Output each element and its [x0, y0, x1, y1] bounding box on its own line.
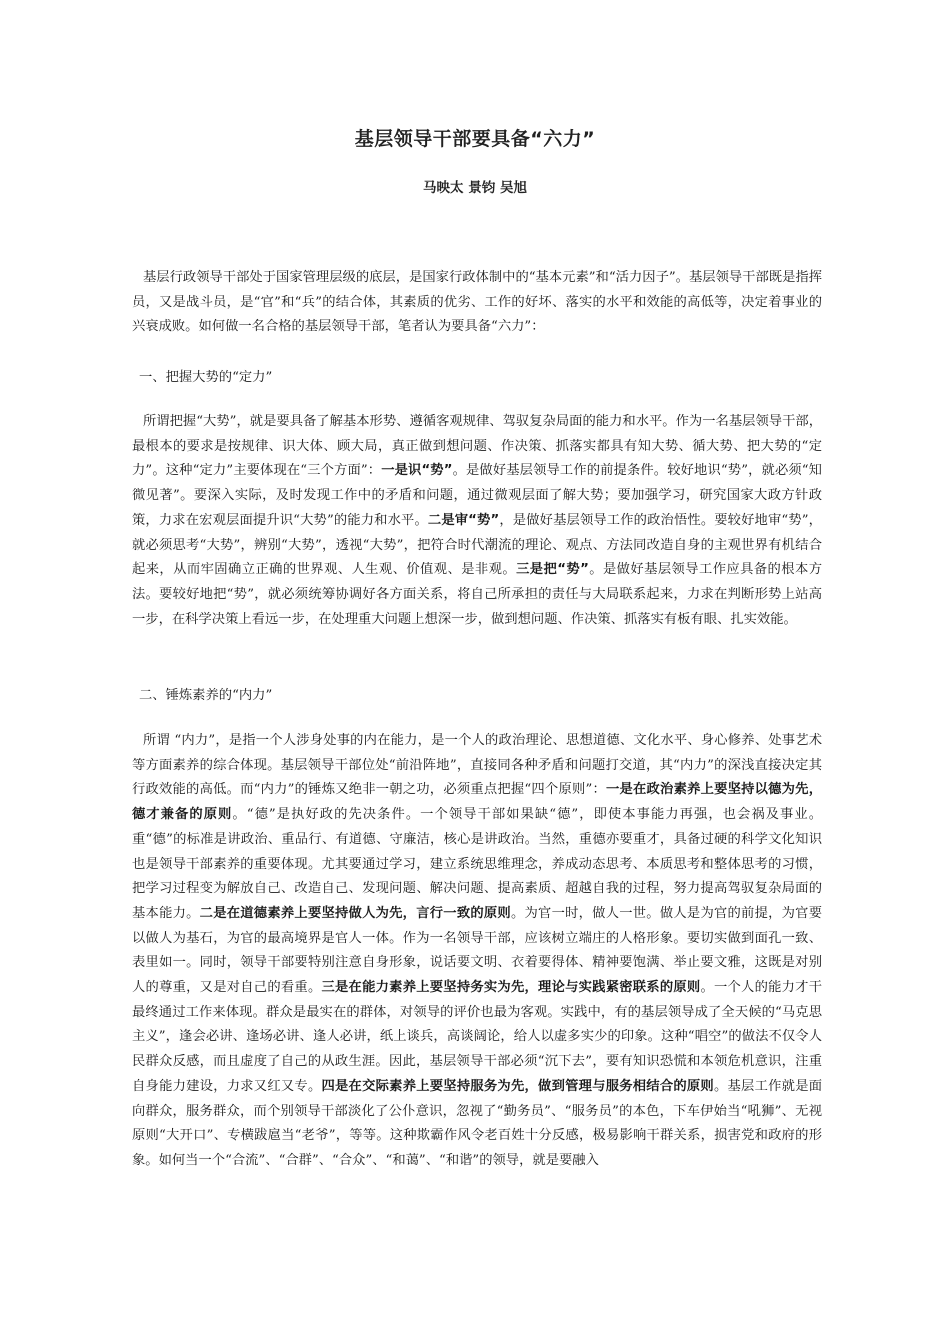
section-2-paragraph — [132, 729, 822, 1174]
intro-paragraph — [132, 266, 822, 340]
intro-text: 基层行政领导干部处于国家管理层级的底层，是国家行政体制中的“基本元素”和“活力因子”。基层领导干部既是指挥员，又是战斗员，是“官”和“兵”的结合体，其素质的优劣、工作的好坏、落实的水平和效能的高低等，决定着事业的兴衰成败。如何做一名合格的基层领导干部，笔者认为要具备“六力”： — [132, 270, 822, 335]
section-1-bold-2: 二是审“势” — [427, 512, 500, 528]
section-2-bold-3: 三是在能力素养上要坚持务实为先，理论与实践紧密联系的原则 — [321, 980, 701, 996]
article-title: 基层领导干部要具备“六力” — [354, 128, 596, 150]
section-heading-1: 一、把握大势的“定力” — [139, 370, 273, 385]
section-2-text — [132, 729, 822, 1174]
section-2-text-c: 。为官一时，做人一世。做人是为官的前提，为官要以做人为基石，为官的最高境界是官人一体。作为一名领导干部，应该树立端庄的人格形象。要切实做到面孔一致、表里如一。同时，领导干部要特别注意自身形象，说话要文明、衣着要得体、精神要饱满、举止要文雅，这既是对别人的尊重，又是对自己的看重。 — [132, 905, 823, 996]
article-authors: 马映太 景钧 吴旭 — [423, 180, 527, 196]
section-2-bold-1: 一是在政治素养上要坚持以德为先，德才兼备的原则 — [132, 782, 822, 823]
section-1-text-c: ，是做好基层领导工作的政治悟性。要较好地审“势”，就必须思考“大势”，辨别“大势”，透视“大势”，把符合时代潮流的理论、观点、方法同改造自身的主观世界有机结合起来，从而牢固确立正确的世界观、人生观、价值观、是非观。 — [132, 512, 822, 578]
section-2-text-b: 。“德”是执好政的先决条件。一个领导干部如果缺“德”，即使本事能力再强，也会祸及事业。重“德”的标准是讲政治、重品行、有道德、守廉洁，核心是讲政治。当然，重德亦要重才，具备过硬的科学文化知识也是领导干部素养的重要体现。尤其要通过学习，建立系统思维理念，养成动态思考、本质思考和整体思考的习惯，把学习过程变为解放自己、改造自己、发现问题、解决问题、提高素质、超越自我的过程，努力提高驾驭复杂局面的基本能力。 — [132, 807, 822, 921]
section-2-text-d: 。一个人的能力才干最终通过工作来体现。群众是最实在的群体，对领导的评价也最为客观。实践中，有的基层领导成了全天候的“马克思主义”，逢会必讲、逢场必讲、逢人必讲，纸上谈兵，高谈阔论，给人以虚多实少的印象。这种“唱空”的做法不仅令人民群众反感，而且虚度了自己的从政生涯。因此，基层领导干部必须“沉下去”，要有知识恐慌和本领危机意识，注重自身能力建设，力求又红又专。 — [132, 980, 823, 1094]
section-1-text-b: 。是做好基层领导工作的前提条件。较好地识“势”，就必须“知微见著”。要深入实际，及时发现工作中的矛盾和问题，通过微观层面了解大势；要加强学习，研究国家大政方针政策，力求在宏观层面提升识“大势”的能力和水平。 — [132, 463, 822, 528]
section-1-bold-1: 一是识“势” — [381, 463, 453, 479]
section-1-text — [132, 410, 822, 632]
section-2-bold-4: 四是在交际素养上要坚持服务为先，做到管理与服务相结合的原则 — [321, 1078, 714, 1094]
section-1-text-d: 。是做好基层领导工作应具备的根本方法。要较好地把“势”，就必须统筹协调好各方面关系，将自己所承担的责任与大局联系起来，力求在判断形势上站高一步，在科学决策上看远一步，在处理重大问题上想深一步，做到想问题、作决策、抓落实有板有眼、扎实效能。 — [132, 562, 823, 627]
section-1-paragraph — [132, 410, 822, 632]
section-2-text-a: 所谓 “内力”，是指一个人涉身处事的内在能力，是一个人的政治理论、思想道德、文化水平、身心修养、处事艺术等方面素养的综合体现。基层领导干部位处“前沿阵地”，直接同各种矛盾和问题打交道，其“内力”的深浅直接决定其行政效能的高低。而“内力”的锤炼又绝非一朝之功，必须重点把握“四个原则”： — [132, 733, 822, 798]
section-1-text-a: 所谓把握“大势”，就是要具备了解基本形势、遵循客观规律、驾驭复杂局面的能力和水平。作为一名基层领导干部，最根本的要求是按规律、识大体、顾大局，真正做到想问题、作决策、抓落实都具有知大势、循大势、把大势的“定力”。这种“定力”主要体现在“三个方面”： — [132, 414, 822, 479]
section-heading-2: 二、锤炼素养的“内力” — [139, 688, 273, 703]
section-2-bold-2: 二是在道德素养上要坚持做人为先，言行一致的原则 — [199, 905, 511, 921]
section-2-text-e: 。基层工作就是面向群众，服务群众，而个别领导干部淡化了公仆意识，忽视了“勤务员”、“服务员”的本色，下车伊始当“吼狮”、无视原则“大开口”、专横跋扈当“老爷”，等等。这种欺霸作风令老百姓十分反感，极易影响干群关系，损害党和政府的形象。如何当一个“合流”、“合群”、“合众”、“和蔼”、“和谐”的领导，就是要融入 — [132, 1078, 823, 1168]
section-1-bold-3: 三是把“势” — [516, 562, 589, 578]
